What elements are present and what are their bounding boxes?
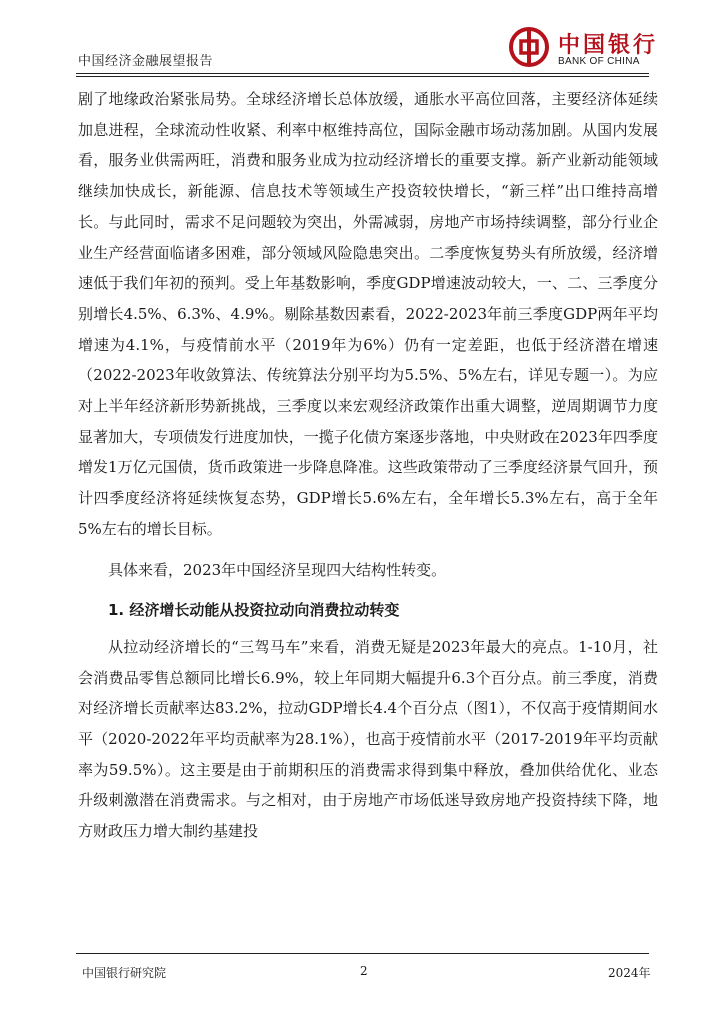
header-rule: [76, 73, 649, 74]
footer-year: 2024年: [608, 966, 651, 980]
body-paragraph-consumption: 从拉动经济增长的“三驾马车”来看，消费无疑是2023年最大的亮点。1-10月，社会消费品零售总额同比增长6.9%，较上年同期大幅提升6.3个百分点。前三季度，消费对经济增长贡献率达83.2%，拉动GDP增长4.4个百分点（图1），不仅高于疫情期间水平（2020-2022年平均贡献率为28.1%），也高于疫情前水平（2017-2019年平均贡献率为59.5%）。这主要是由于前期积压的消费需求得到集中释放，叠加供给优化、业态升级刺激潜在消费需求。与之相对，由于房地产市场低迷导致房地产投资持续下降，地方财政压力增大制约基建投: [78, 637, 658, 841]
body-paragraph-continued: 剧了地缘政治紧张局势。全球经济增长总体放缓，通胀水平高位回落，主要经济体延续加息进程，全球流动性收紧、利率中枢维持高位，国际金融市场动荡加剧。从国内发展看，服务业供需两旺，消费和服务业成为拉动经济增长的重要支撑。新产业新动能领域继续加快成长，新能源、信息技术等领域生产投资较快增长，“新三样”出口维持高增长。与此同时，需求不足问题较为突出，外需减弱，房地产市场持续调整，部分行业企业生产经营面临诸多困难，部分领域风险隐患突出。二季度恢复势头有所放缓，经济增速低于我们年初的预判。受上年基数影响，季度GDP增速波动较大，一、二、三季度分别增长4.5%、6.3%、4.9%。剔除基数因素看，2022-2023年前三季度GDP两年平均增速为4.1%，与疫情前水平（2019年为6%）仍有一定差距，也低于经济潜在增速（2022-2023年收敛算法、传统算法分别平均为5.5%、5%左右，详见专题一）。为应对上半年经济新形势新挑战，三季度以来宏观经济政策作出重大调整，逆周期调节力度显著加大，专项债发行进度加快，一揽子化债方案逐步落地，中央财政在2023年四季度增发1万亿元国债，货币政策进一步降息降准。这些政策带动了三季度经济景气回升，预计四季度经济将延续恢复态势，GDP增长5.6%左右，全年增长5.3%左右，高于全年5%左右的增长目标。: [78, 90, 658, 538]
page-body: [78, 84, 658, 847]
report-title: 中国经济金融展望报告: [78, 54, 214, 69]
section-heading: 1. 经济增长动能从投资拉动向消费拉动转变: [108, 601, 400, 620]
header-rule-secondary: [76, 76, 649, 77]
logo-chinese-name: 中国银行: [558, 32, 659, 58]
body-paragraph-intro: 具体来看，2023年中国经济呈现四大结构性转变。: [108, 560, 447, 579]
page-number: 2: [360, 964, 368, 978]
footer-institute: 中国银行研究院: [82, 966, 167, 980]
bank-logo: [508, 26, 688, 72]
footer-rule: [76, 953, 649, 954]
logo-english-name: BANK OF CHINA: [558, 56, 640, 67]
bank-emblem-icon: [508, 26, 550, 68]
